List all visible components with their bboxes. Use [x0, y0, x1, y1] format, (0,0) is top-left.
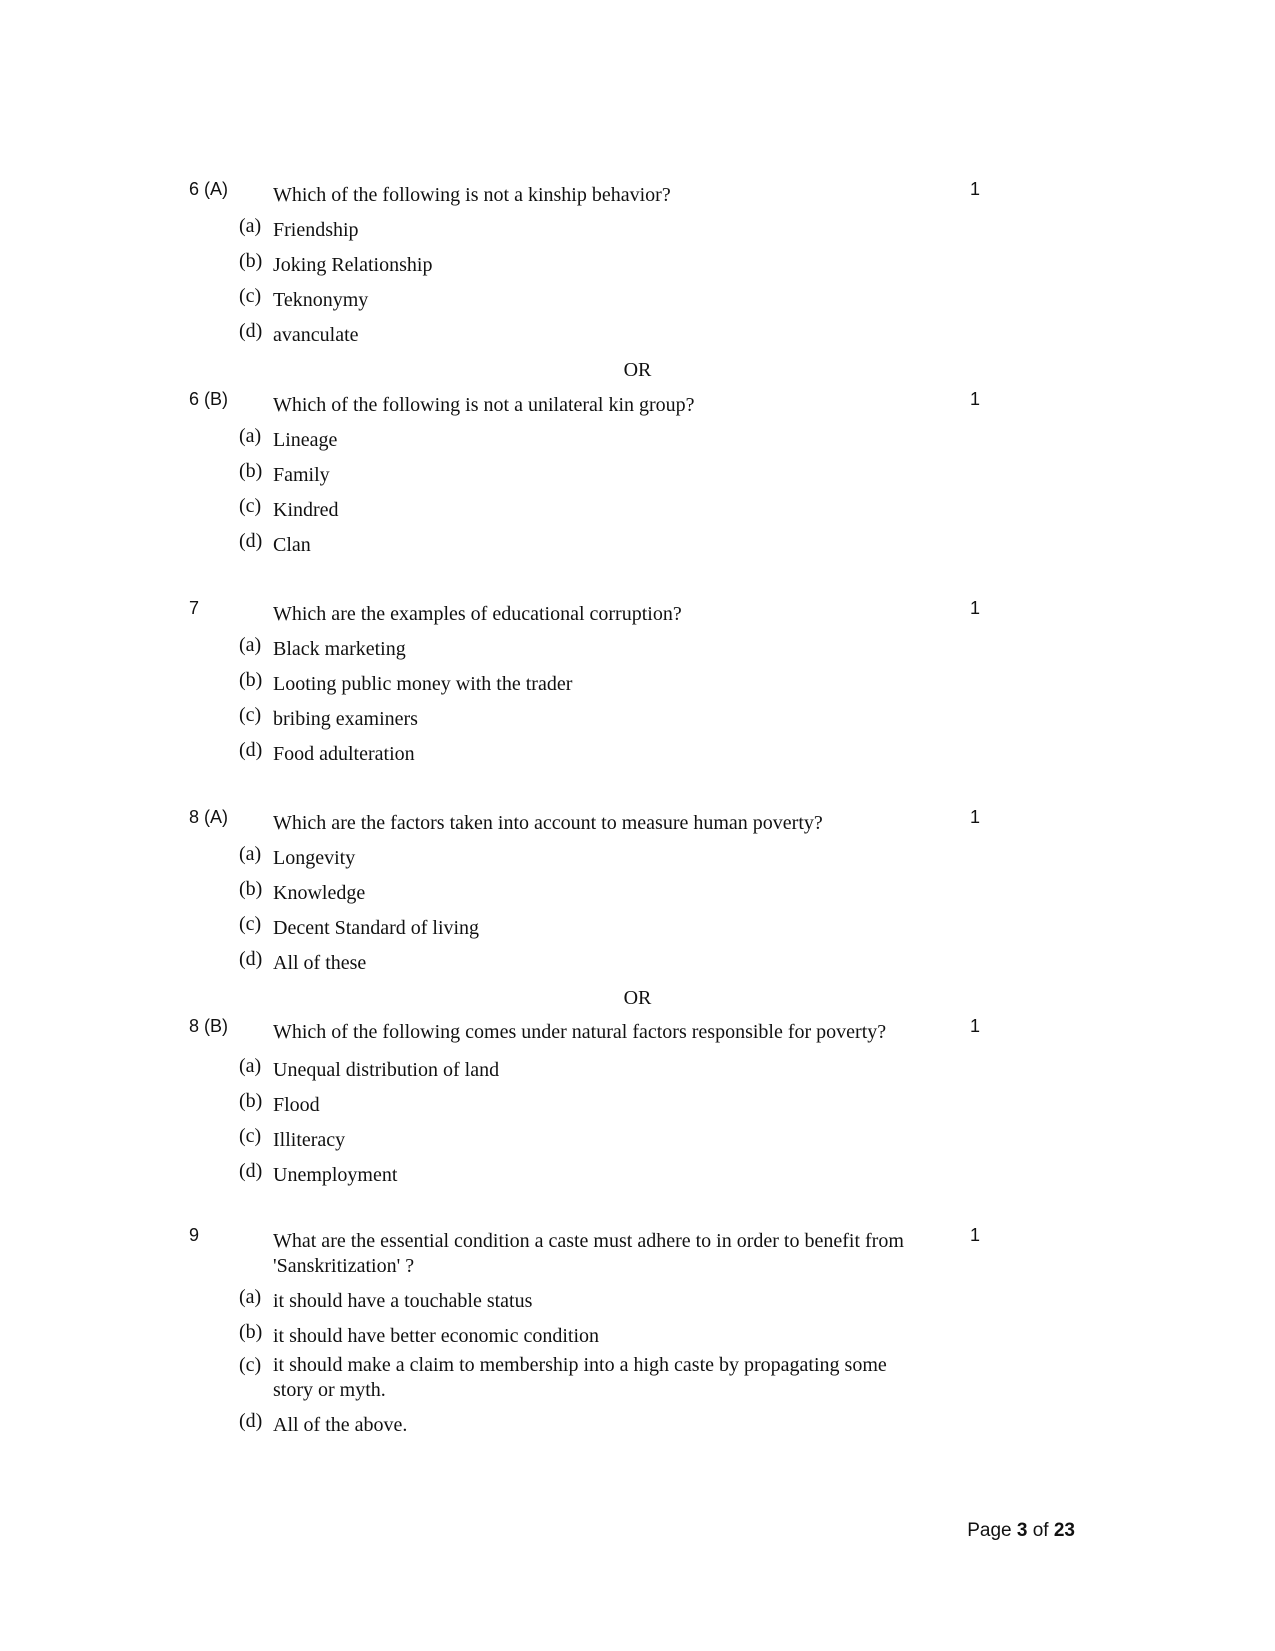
- total-pages: 23: [1053, 1520, 1075, 1541]
- option-text: Black marketing: [273, 638, 406, 660]
- option-text: Lineage: [273, 429, 338, 451]
- option-text: Unequal distribution of land: [273, 1059, 500, 1081]
- option-c: [239, 495, 933, 523]
- question-number: 7: [189, 598, 200, 618]
- option-text: Longevity: [273, 847, 356, 869]
- option-b: [239, 878, 933, 906]
- option-b: [239, 250, 933, 278]
- option-letter: (c): [239, 1125, 262, 1147]
- option-letter: (d): [239, 739, 263, 761]
- question-text: Which of the following comes under natural factors responsible for poverty?: [273, 1021, 887, 1043]
- question-marks: 1: [970, 389, 981, 409]
- option-letter: (a): [239, 634, 262, 656]
- or-separator: OR: [623, 987, 652, 1009]
- question-marks: 1: [970, 807, 981, 827]
- option-text: All of these: [273, 952, 367, 974]
- option-text: Food adulteration: [273, 743, 415, 765]
- question-number: 8 (A): [189, 807, 229, 827]
- option-text: Unemployment: [273, 1164, 398, 1186]
- question-number: 9: [189, 1225, 200, 1245]
- question-8b: [189, 1016, 989, 1188]
- option-text: Kindred: [273, 499, 339, 521]
- option-text: Family: [273, 464, 330, 486]
- option-c: [239, 913, 933, 941]
- option-text: it should have better economic condition: [273, 1325, 600, 1347]
- of-word: of: [1032, 1520, 1049, 1541]
- option-a: [239, 843, 933, 871]
- page-number: [967, 1520, 1075, 1542]
- question-text: Which are the examples of educational corruption?: [273, 603, 682, 625]
- option-letter: (a): [239, 425, 262, 447]
- option-c: [239, 1125, 933, 1153]
- question-text: What are the essential condition a caste must adhere to in order to benefit from 'Sanskritization' ?: [273, 1230, 904, 1277]
- option-a: [239, 634, 933, 662]
- option-letter: (d): [239, 1410, 263, 1432]
- option-d: [239, 320, 933, 348]
- option-b: [239, 460, 933, 488]
- option-text: Clan: [273, 534, 311, 556]
- option-letter: (b): [239, 669, 263, 691]
- option-letter: (c): [239, 913, 262, 935]
- option-letter: (d): [239, 320, 263, 342]
- option-d: [239, 948, 933, 976]
- option-text: Teknonymy: [273, 289, 369, 311]
- question-6b: [189, 389, 989, 558]
- option-a: [239, 1286, 933, 1314]
- option-letter: (a): [239, 1286, 262, 1308]
- question-marks: 1: [970, 1016, 981, 1036]
- current-page: 3: [1016, 1520, 1028, 1541]
- option-text: Looting public money with the trader: [273, 673, 573, 695]
- option-letter: (a): [239, 215, 262, 237]
- option-letter: (d): [239, 948, 263, 970]
- question-text: Which of the following is not a unilateral kin group?: [273, 394, 695, 416]
- page-word: Page: [967, 1520, 1012, 1541]
- question-number: 8 (B): [189, 1016, 229, 1036]
- option-c: [239, 704, 933, 732]
- option-letter: (c): [239, 704, 262, 726]
- question-text: Which of the following is not a kinship behavior?: [273, 184, 671, 206]
- question-marks: 1: [970, 598, 981, 618]
- option-d: [239, 1160, 933, 1188]
- option-letter: (c): [239, 285, 262, 307]
- question-number: 6 (A): [189, 179, 229, 199]
- option-letter: (a): [239, 1055, 262, 1077]
- option-text: Friendship: [273, 219, 359, 241]
- option-a: [239, 215, 933, 243]
- option-letter: (b): [239, 878, 263, 900]
- option-letter: (b): [239, 1321, 263, 1343]
- option-text: Joking Relationship: [273, 254, 433, 276]
- option-letter: (d): [239, 1160, 263, 1182]
- option-letter: (a): [239, 843, 262, 865]
- option-text: it should make a claim to membership into a high caste by propagating some story or myth.: [273, 1354, 887, 1401]
- question-8a: [189, 807, 989, 976]
- option-b: [239, 669, 933, 697]
- question-text: Which are the factors taken into account to measure human poverty?: [273, 812, 823, 834]
- question-7: [189, 598, 989, 767]
- question-marks: 1: [970, 1225, 981, 1245]
- option-letter: (b): [239, 250, 263, 272]
- option-text: Illiteracy: [273, 1129, 346, 1151]
- option-text: Decent Standard of living: [273, 917, 480, 939]
- option-b: [239, 1090, 933, 1118]
- option-d: [239, 739, 933, 767]
- option-a: [239, 1055, 933, 1083]
- option-text: avanculate: [273, 324, 359, 346]
- option-letter: (b): [239, 460, 263, 482]
- question-9: [189, 1225, 989, 1438]
- option-a: [239, 425, 933, 453]
- option-d: [239, 530, 933, 558]
- option-letter: (b): [239, 1090, 263, 1112]
- option-letter: (c): [239, 1354, 262, 1376]
- option-text: it should have a touchable status: [273, 1290, 533, 1312]
- option-text: bribing examiners: [273, 708, 418, 730]
- question-marks: 1: [970, 179, 981, 199]
- option-c: [239, 1353, 918, 1403]
- option-letter: (d): [239, 530, 263, 552]
- option-c: [239, 285, 933, 313]
- question-6a: [189, 179, 989, 348]
- or-separator: OR: [623, 359, 652, 381]
- option-text: Flood: [273, 1094, 320, 1116]
- question-number: 6 (B): [189, 389, 229, 409]
- option-letter: (c): [239, 495, 262, 517]
- option-text: All of the above.: [273, 1414, 408, 1436]
- option-text: Knowledge: [273, 882, 366, 904]
- option-b: [239, 1321, 933, 1349]
- option-d: [239, 1410, 933, 1438]
